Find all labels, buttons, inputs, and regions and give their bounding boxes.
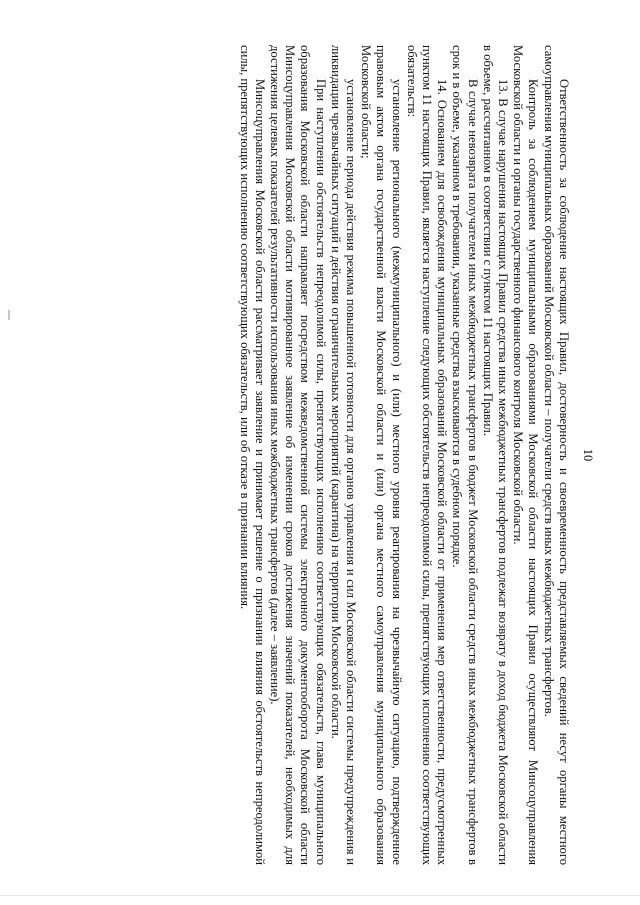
body-text [236,45,570,865]
page-content [65,45,595,865]
paragraph: 13. В случае нарушения настоящих Правил средства иных межбюджетных трансфертов подлежат возврату в доход бюджета Московской области в объеме, рассчитанном в соответствии с пунктом 11 настоящих Правил. [480,45,510,865]
paragraph: Контроль за соблюдением муниципальными образованиями Московской области настоящих Правил осуществляют Минсоцуправления Московской области и органы государственного финансового контроля Московской области. [511,45,541,865]
paragraph: Ответственность за соблюдение настоящих Правил, достоверность и своевременность представляемых сведений несут органы местного самоуправления муниципальных образований Московской области – получатели средств иных межбюджетных трансфертов. [541,45,571,865]
page-number: 10 [581,448,595,462]
scan-artifact-mark [8,310,10,320]
paragraph: установление периода действия режима повышенной готовности для органов управления и сил Московской области системы предупреждения и ликвидации чрезвычайных ситуаций и действия ограничительных мероприятий (карантина) на территории Московской области. [328,45,358,865]
paragraph: При наступлении обстоятельств непреодолимой силы, препятствующих исполнению соответствующих обязательств, глава муниципального образования Московской области направляет посредством межведомственной системы электронного документооборота Московской области Минсоцуправления Московской области мотивированное заявление об изменении сроков достижения значений показателей, необходимых для достижения целевых показателей результативности использования иных межбюджетных трансфертов (далее – заявление). [267,45,328,865]
paragraph: В случае невозврата получателем иных межбюджетных трансфертов в бюджет Московской области средств иных межбюджетных трансфертов в срок и в объеме, указанном в требовании, указанные средства взыскиваются в судебном порядке. [450,45,480,865]
paragraph: установление регионального (межмуниципального) и (или) местного уровня реагирования на чрезвычайную ситуацию, подтвержденное правовым актом органа государственной власти Московской области и (или) органа местного самоуправления муниципального образования Московской области; [359,45,404,865]
paragraph: Минсоцуправления Московской области рассматривает заявление и принимает решение о признании влияния обстоятельств непреодолимой силы, препятствующих исполнению соответствующих обязательств, или об отказе в признании влияния. [237,45,267,865]
scan-artifact-line [0,895,640,896]
paragraph: 14. Основанием для освобождения муниципальных образований Московской области от применения мер ответственности, предусмотренных пунктом 11 настоящих Правил, является наступление следующих обстоятельств непреодолимой силы, препятствующих исполнению соответствующих обязательств: [404,45,450,865]
